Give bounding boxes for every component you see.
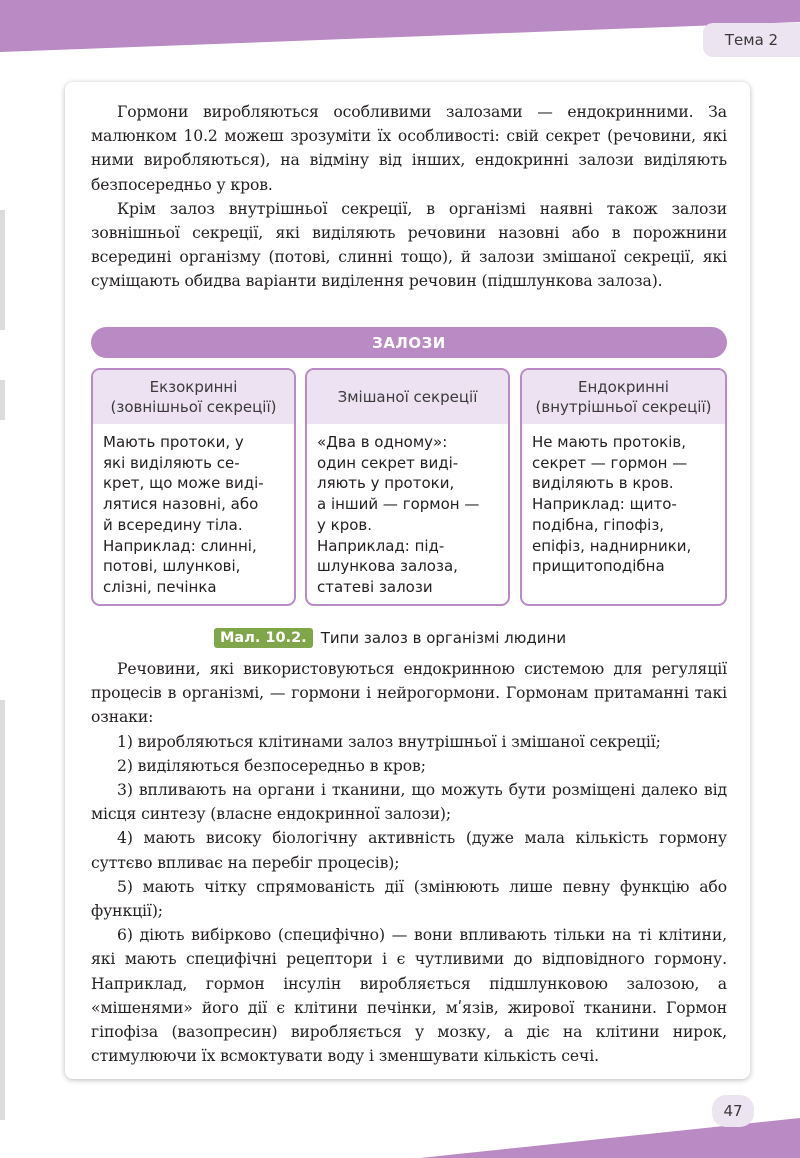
header-band bbox=[0, 0, 800, 52]
diagram-title: ЗАЛОЗИ bbox=[91, 327, 727, 358]
list-item: 1) виробляються клітинами залоз внутрішньої і змішаної секреції; bbox=[117, 732, 661, 751]
figure-caption bbox=[214, 626, 566, 650]
box-text: Не мають протоків, секрет — гормон — виділяють в кров. Наприклад: щито- подібна, гіпофіз, епіфіз, наднирники, прищитоподібна bbox=[532, 433, 692, 576]
box-heading bbox=[522, 370, 725, 424]
intro-text bbox=[91, 100, 727, 294]
box-heading-text: Ендокринні (внутрішньої секреції) bbox=[535, 378, 712, 416]
endocrine-box bbox=[520, 368, 727, 606]
list-item: 5) мають чітку спрямованість дії (змінюють лише певну функцію або функції); bbox=[91, 877, 727, 921]
box-heading-text: Екзокринні (зовнішньої секреції) bbox=[110, 378, 277, 416]
paragraph: Крім залоз внутрішньої секреції, в організмі наявні також залози зовнішньої секреції, які виділяють речовини назовні або в порожнини всередині організму (потові, слинні тощо), й залози змішаної секреції, які суміщають обидва варіанти виділення речовин (підшлункова залоза). bbox=[91, 199, 727, 291]
left-edge-strip bbox=[0, 380, 5, 420]
page-number: 47 bbox=[712, 1095, 754, 1127]
exocrine-box bbox=[91, 368, 296, 606]
box-heading bbox=[307, 370, 508, 424]
box-heading-text: Змішаної секреції bbox=[337, 388, 478, 406]
mixed-secretion-box bbox=[305, 368, 510, 606]
list-item: 4) мають високу біологічну активність (дуже мала кількість гормону суттєво впливає на перебіг процесів); bbox=[91, 829, 727, 872]
list-item: 6) діють вибірково (специфічно) — вони впливають тільки на ті клітини, які мають специфічні рецептори і є чутливими до відповідного гормону. Наприклад, гормон інсулін виробляється підшлунковою залозою, а «мішенями» його дії є клітини печінки, мʹязів, жирової тканини. Гормон гіпофіза (вазопресин) виробляється у мозку, а діє на клітини нирок, стимулюючи їх всмоктувати воду і зменшувати кількість сечі. bbox=[91, 926, 727, 1066]
left-edge-strip bbox=[0, 210, 5, 330]
box-heading bbox=[93, 370, 294, 424]
paragraph: Речовини, які використовуються ендокринною системою для регуляції процесів в організмі, — гормони і нейрогормони. Гормонам притаманні такі ознаки: bbox=[91, 660, 727, 727]
list-item: 3) впливають на органи і тканини, що можуть бути розміщені далеко від місця синтезу (власне ендокринної залози); bbox=[91, 781, 727, 824]
list-item: 2) виділяються безпосередньо в кров; bbox=[117, 756, 426, 775]
box-text: «Два в одному»: один секрет виді- ляють у протоки, а інший — гормон — у кров. Наприклад: під- шлункова залоза, статеві залози bbox=[317, 433, 480, 596]
main-text bbox=[91, 657, 727, 1068]
figure-caption-text: Типи залоз в організмі людини bbox=[320, 629, 567, 647]
left-edge-strip bbox=[0, 700, 5, 1120]
footer-band bbox=[0, 1110, 800, 1158]
paragraph: Гормони виробляються особливими залозами — ендокринними. За малюнком 10.2 можеш зрозуміти їх особливості: свій секрет (речовини, які ними виробляються), на відміну від інших, ендокринні залози виділяють безпосередньо у кров. bbox=[91, 103, 727, 194]
figure-label: Мал. 10.2. bbox=[214, 628, 313, 648]
theme-label: Тема 2 bbox=[703, 23, 800, 57]
box-text: Мають протоки, у які виділяють се- крет, що може виді- лятися назовні, або й всередину тіла. Наприклад: слинні, потові, шлункові, слізні, печінка bbox=[103, 433, 264, 596]
